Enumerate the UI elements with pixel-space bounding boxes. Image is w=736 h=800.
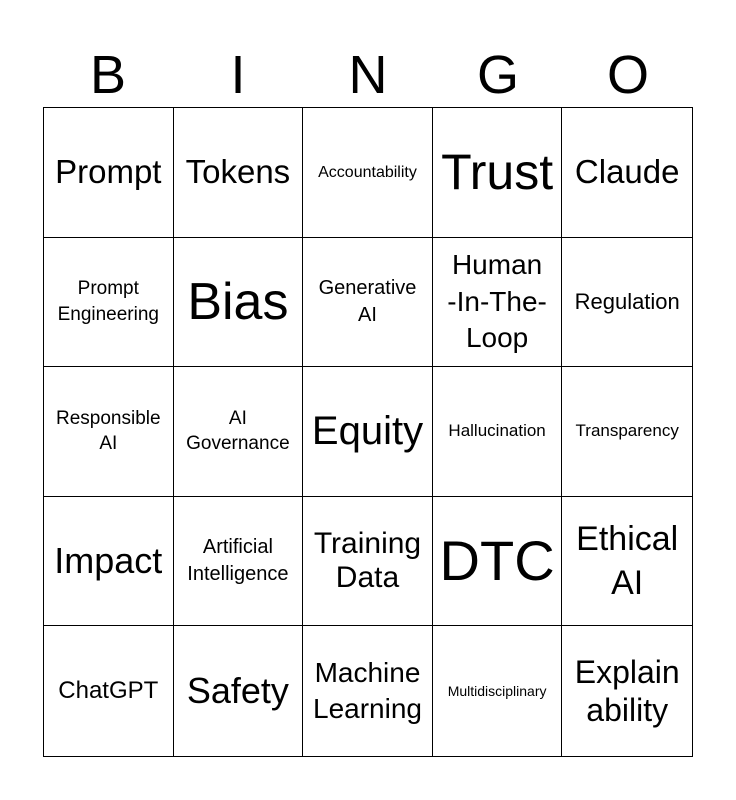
cell-label: Safety	[186, 670, 289, 712]
header-letter-n: N	[348, 45, 388, 105]
cell-label: Transparency	[575, 421, 679, 441]
cell-label: Machine Learning	[313, 656, 422, 725]
bingo-cell-r1-c3[interactable]	[303, 108, 433, 238]
header-letter-i: I	[230, 45, 246, 105]
cell-label: Training Data	[313, 526, 422, 595]
cell-label: Accountability	[318, 163, 417, 181]
bingo-card	[43, 107, 693, 757]
header-letter-o: O	[606, 45, 649, 105]
cell-label: Prompt Engineering	[57, 278, 159, 325]
bingo-cell-r5-c5[interactable]	[562, 626, 692, 756]
cell-label: Prompt	[55, 153, 162, 191]
bingo-cell-r5-c2[interactable]	[174, 626, 304, 756]
bingo-cell-r4-c2[interactable]	[174, 497, 304, 627]
cell-label: AI Governance	[186, 407, 290, 455]
bingo-cell-r2-c4[interactable]	[433, 238, 563, 368]
bingo-header	[43, 46, 693, 104]
cell-label: Artificial Intelligence	[187, 536, 289, 586]
bingo-cell-r2-c1[interactable]	[44, 238, 174, 368]
cell-label: DTC	[439, 529, 555, 593]
cell-label: Bias	[187, 272, 289, 331]
bingo-cell-r1-c4[interactable]	[433, 108, 563, 238]
bingo-cell-r1-c5[interactable]	[562, 108, 692, 238]
bingo-cell-r4-c4[interactable]	[433, 497, 563, 627]
cell-label: Responsible AI	[56, 407, 161, 455]
bingo-cell-r1-c1[interactable]	[44, 108, 174, 238]
bingo-cell-r4-c3[interactable]	[303, 497, 433, 627]
bingo-cell-r4-c1[interactable]	[44, 497, 174, 627]
bingo-cell-r5-c3[interactable]	[303, 626, 433, 756]
cell-label: Impact	[54, 540, 163, 582]
cell-label: Generative AI	[318, 276, 417, 326]
bingo-cell-r3-c1[interactable]	[44, 367, 174, 497]
cell-label: Multidisciplinary	[447, 682, 547, 699]
cell-label: Equity	[311, 409, 424, 454]
bingo-cell-r5-c4[interactable]	[433, 626, 563, 756]
cell-label: Ethical AI	[576, 519, 679, 603]
header-letter-b: B	[89, 45, 127, 105]
cell-label: Trust	[441, 144, 554, 201]
cell-label: ChatGPT	[58, 677, 159, 705]
cell-label: Claude	[574, 153, 680, 191]
header-letter-g: G	[476, 45, 519, 105]
bingo-cell-r3-c5[interactable]	[562, 367, 692, 497]
bingo-cell-r2-c2[interactable]	[174, 238, 304, 368]
cell-label: Tokens	[185, 153, 291, 191]
bingo-cell-r3-c4[interactable]	[433, 367, 563, 497]
bingo-cell-r4-c5[interactable]	[562, 497, 692, 627]
bingo-cell-r5-c1[interactable]	[44, 626, 174, 756]
bingo-cell-r3-c3[interactable]	[303, 367, 433, 497]
cell-label: Human -In-The- Loop	[447, 249, 547, 354]
cell-label: Regulation	[574, 288, 680, 314]
bingo-cell-r1-c2[interactable]	[174, 108, 304, 238]
bingo-cell-r2-c3[interactable]	[303, 238, 433, 368]
bingo-cell-r2-c5[interactable]	[562, 238, 692, 368]
cell-label: Hallucination	[448, 421, 546, 441]
bingo-cell-r3-c2[interactable]	[174, 367, 304, 497]
cell-label: Explain ability	[574, 653, 680, 729]
